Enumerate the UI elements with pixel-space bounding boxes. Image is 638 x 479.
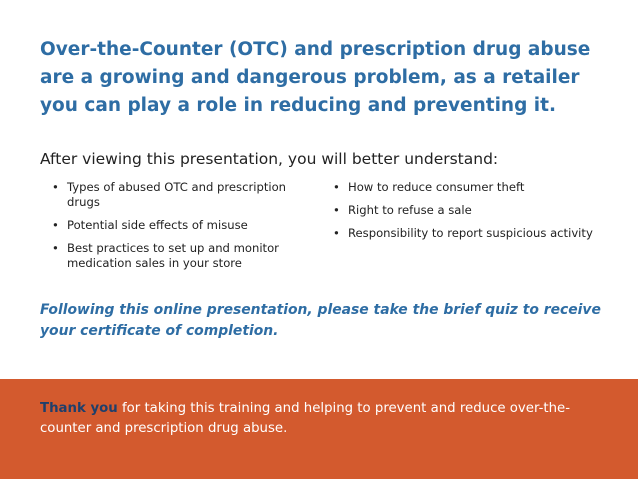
bullet-marker: •	[52, 218, 59, 232]
list-item	[333, 226, 595, 241]
list-item	[52, 180, 314, 210]
bullet-marker: •	[52, 180, 59, 194]
list-item	[333, 180, 595, 195]
bullet-list-left	[52, 180, 314, 279]
follow-up-text: Following this online presentation, please take the brief quiz to receive your certificate of completion.	[40, 302, 601, 339]
bullet-text: Responsibility to report suspicious activity	[348, 226, 593, 240]
intro-text: After viewing this presentation, you will better understand:	[40, 150, 499, 168]
list-item	[52, 241, 314, 271]
bullet-text: How to reduce consumer theft	[348, 180, 525, 194]
bullet-text: Right to refuse a sale	[348, 203, 472, 217]
thank-you-text	[40, 399, 610, 439]
thank-you-band	[0, 379, 638, 479]
bullet-text: Types of abused OTC and prescription drugs	[67, 180, 287, 209]
bullet-list-right	[333, 180, 595, 249]
thank-you-rest: for taking this training and helping to prevent and reduce over-the-counter and prescription drug abuse.	[40, 401, 571, 436]
list-item	[52, 218, 314, 233]
bullet-marker: •	[52, 241, 59, 255]
bullet-marker: •	[333, 180, 340, 194]
bullet-marker: •	[333, 203, 340, 217]
list-item	[333, 203, 595, 218]
bullet-marker: •	[333, 226, 340, 240]
headline: Over-the-Counter (OTC) and prescription drug abuse are a growing and dangerous problem, as a retailer you can play a role in reducing and preventing it.	[40, 39, 591, 116]
bullet-text: Potential side effects of misuse	[67, 218, 248, 232]
thank-you-lead: Thank you	[40, 401, 118, 416]
bullet-text: Best practices to set up and monitor medication sales in your store	[67, 241, 279, 270]
